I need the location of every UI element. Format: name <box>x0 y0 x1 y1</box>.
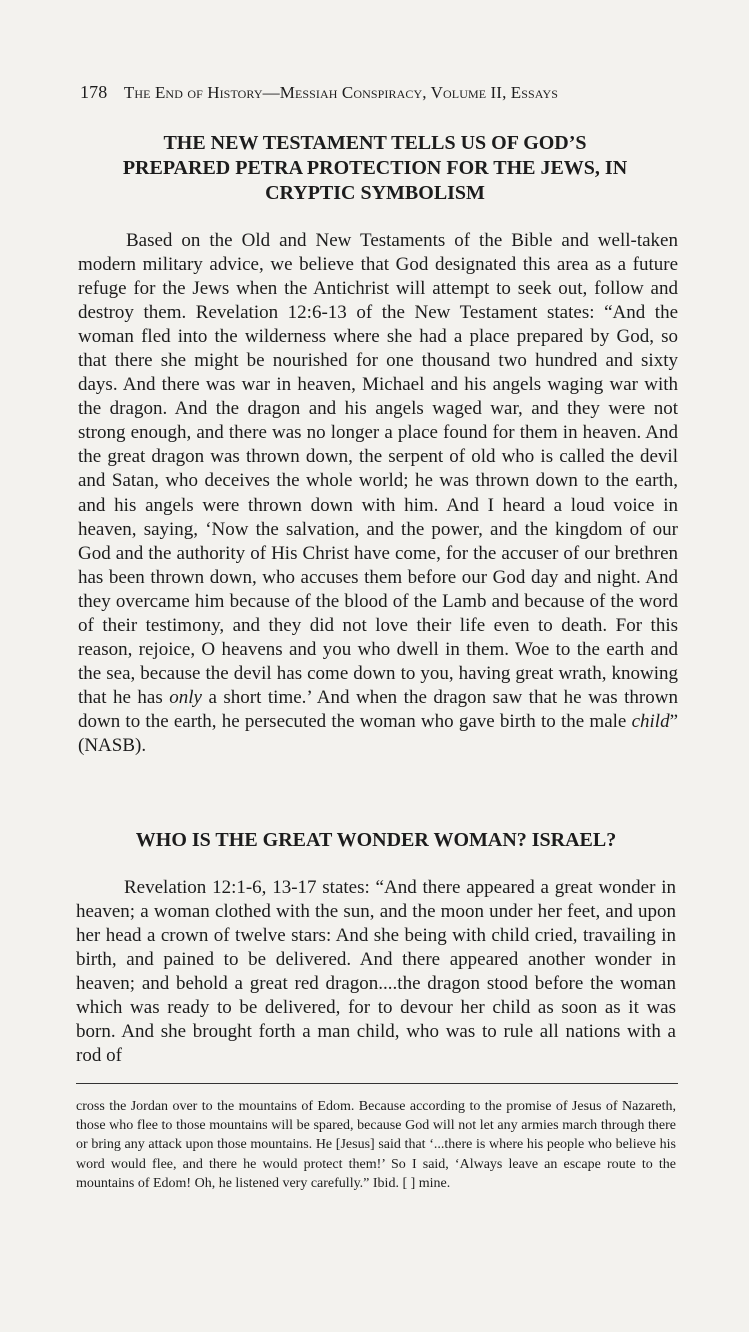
italic-word-only: only <box>169 686 202 708</box>
body-paragraph-revelation-12-6 <box>78 229 678 758</box>
section-heading-petra: THE NEW TESTAMENT TELLS US OF GOD’S PREPARED PETRA PROTECTION FOR THE JEWS, IN CRYPTIC SYMBOLISM <box>122 132 628 204</box>
footnote-divider <box>76 1083 678 1084</box>
running-head-title: The End of History—Messiah Conspiracy, Volume II, Essays <box>123 83 559 102</box>
italic-word-child: child <box>631 710 670 732</box>
paragraph-text-end: ” (NASB). <box>78 710 679 756</box>
paragraph-text-continued: a short time.’ And when the dragon saw that he was thrown down to the earth, he persecuted the woman who gave birth to the male <box>78 686 678 732</box>
running-head <box>80 82 558 103</box>
section-heading-wonder-woman: WHO IS THE GREAT WONDER WOMAN? ISRAEL? <box>135 829 617 851</box>
page-number: 178 <box>80 82 108 102</box>
body-paragraph-revelation-12-1: Revelation 12:1-6, 13-17 states: “And there appeared a great wonder in heaven; a woman clothed with the sun, and the moon under her feet, and upon her head a crown of twelve stars: And she being with child cried, travailing in birth, and pained to be delivered. And there appeared another wonder in heaven; and behold a great red dragon....the dragon stood before the woman which was ready to be delivered, for to devour her child as soon as it was born. And she brought forth a man child, who was to rule all nations with a rod of <box>76 877 676 1067</box>
footnote-text: cross the Jordan over to the mountains of Edom. Because according to the promise of Jesus of Nazareth, those who flee to those mountains will be spared, because God will not let any armies march through there or bring any attack upon those mountains. He [Jesus] said that ‘...there is where his people who believe his word would flee, and there he would protect them!’ So I said, ‘Always leave an escape route to the mountains of Edom! Oh, he listened very carefully.” Ibid. [ ] mine. <box>76 1099 676 1191</box>
paragraph-text: Based on the Old and New Testaments of the Bible and well-taken modern military advice, we believe that God designated this area as a future refuge for the Jews when the Antichrist will attempt to seek out, follow and destroy them. Revelation 12:6-13 of the New Testament states: “And the woman fled into the wilderness where she had a place prepared by God, so that there she might be nourished for one thousand two hundred and sixty days. And there was war in heaven, Michael and his angels waging war with the dragon. And the dragon and his angels waged war, and they were not strong enough, and there was no longer a place found for them in heaven. And the great dragon was thrown down, the serpent of old who is called the devil and Satan, who deceives the whole world; he was thrown down to the earth, and his angels were thrown down with him. And I heard a loud voice in heaven, saying, ‘Now the salvation, and the power, and the kingdom of our God and the authority of His Christ have come, for the accuser of our brethren has been thrown down, who accuses them before our God day and night. And they overcame him because of the blood of the Lamb and because of the word of their testimony, and they did not love their life even to death. For this reason, rejoice, O heavens and you who dwell in them. Woe to the earth and the sea, because the devil has come down to you, having great wrath, knowing that he has <box>78 230 678 708</box>
